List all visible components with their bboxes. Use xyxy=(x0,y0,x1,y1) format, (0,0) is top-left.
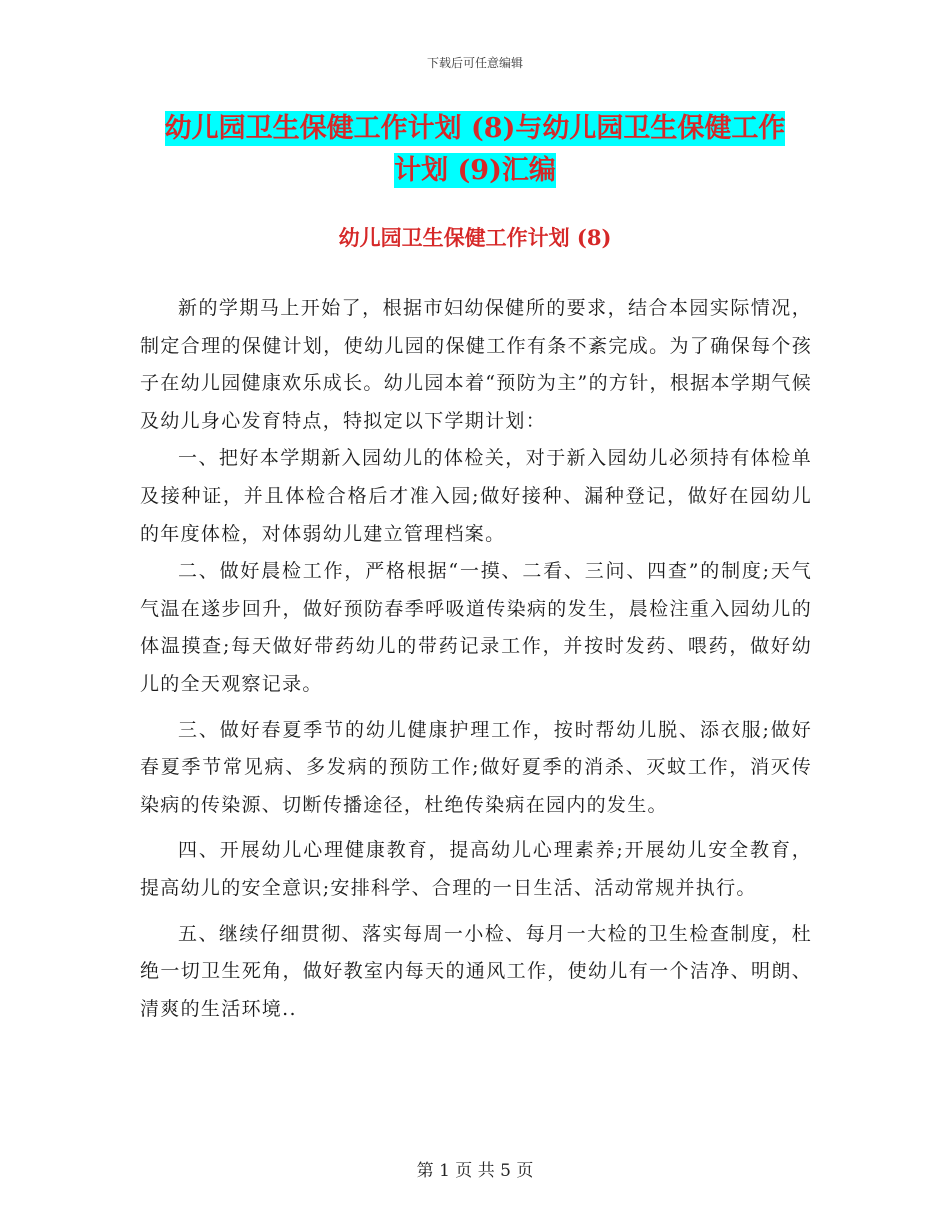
document-body xyxy=(140,290,812,1028)
document-title-line-1: 幼儿园卫生保健工作计划 (8)与幼儿园卫生保健工作 xyxy=(164,113,786,144)
paragraph-item-5: 五、继续仔细贯彻、落实每周一小检、每月一大检的卫生检查制度，杜绝一切卫生死角，做好教室内每天的通风工作，使幼儿有一个洁净、明朗、清爽的生活环境.. xyxy=(140,922,812,1020)
paragraph-item-2: 二、做好晨检工作，严格根据“一摸、二看、三问、四查”的制度;天气气温在遂步回升，做好预防春季呼吸道传染病的发生，晨检注重入园幼儿的体温摸查;每天做好带药幼儿的带药记录工作，并按时发药、喂药，做好幼儿的全天观察记录。 xyxy=(140,560,812,695)
page-header: 下载后可任意编辑 xyxy=(426,56,523,70)
paragraph-item-3: 三、做好春夏季节的幼儿健康护理工作，按时帮幼儿脱、添衣服;做好春夏季节常见病、多发病的预防工作;做好夏季的消杀、灭蚊工作，消灭传染病的传染源、切断传播途径，杜绝传染病在园内的发生。 xyxy=(140,718,812,816)
paragraph-item-1: 一、把好本学期新入园幼儿的体检关，对于新入园幼儿必须持有体检单及接种证，并且体检合格后才准入园;做好接种、漏种登记，做好在园幼儿的年度体检，对体弱幼儿建立管理档案。 xyxy=(140,447,812,545)
paragraph-item-4: 四、开展幼儿心理健康教育，提高幼儿心理素养;开展幼儿安全教育，提高幼儿的安全意识;安排科学、合理的一日生活、活动常规并执行。 xyxy=(140,839,812,899)
document-title xyxy=(150,108,800,192)
page-number-footer: 第 1 页 共 5 页 xyxy=(416,1161,534,1181)
document-title-line-2: 计划 (9)汇编 xyxy=(394,155,556,186)
paragraph-intro: 新的学期马上开始了，根据市妇幼保健所的要求，结合本园实际情况，制定合理的保健计划，使幼儿园的保健工作有条不紊完成。为了确保每个孩子在幼儿园健康欢乐成长。幼儿园本着“预防为主”的方针，根据本学期气候及幼儿身心发育特点，特拟定以下学期计划： xyxy=(140,297,812,432)
section-title: 幼儿园卫生保健工作计划 (8) xyxy=(338,225,612,250)
